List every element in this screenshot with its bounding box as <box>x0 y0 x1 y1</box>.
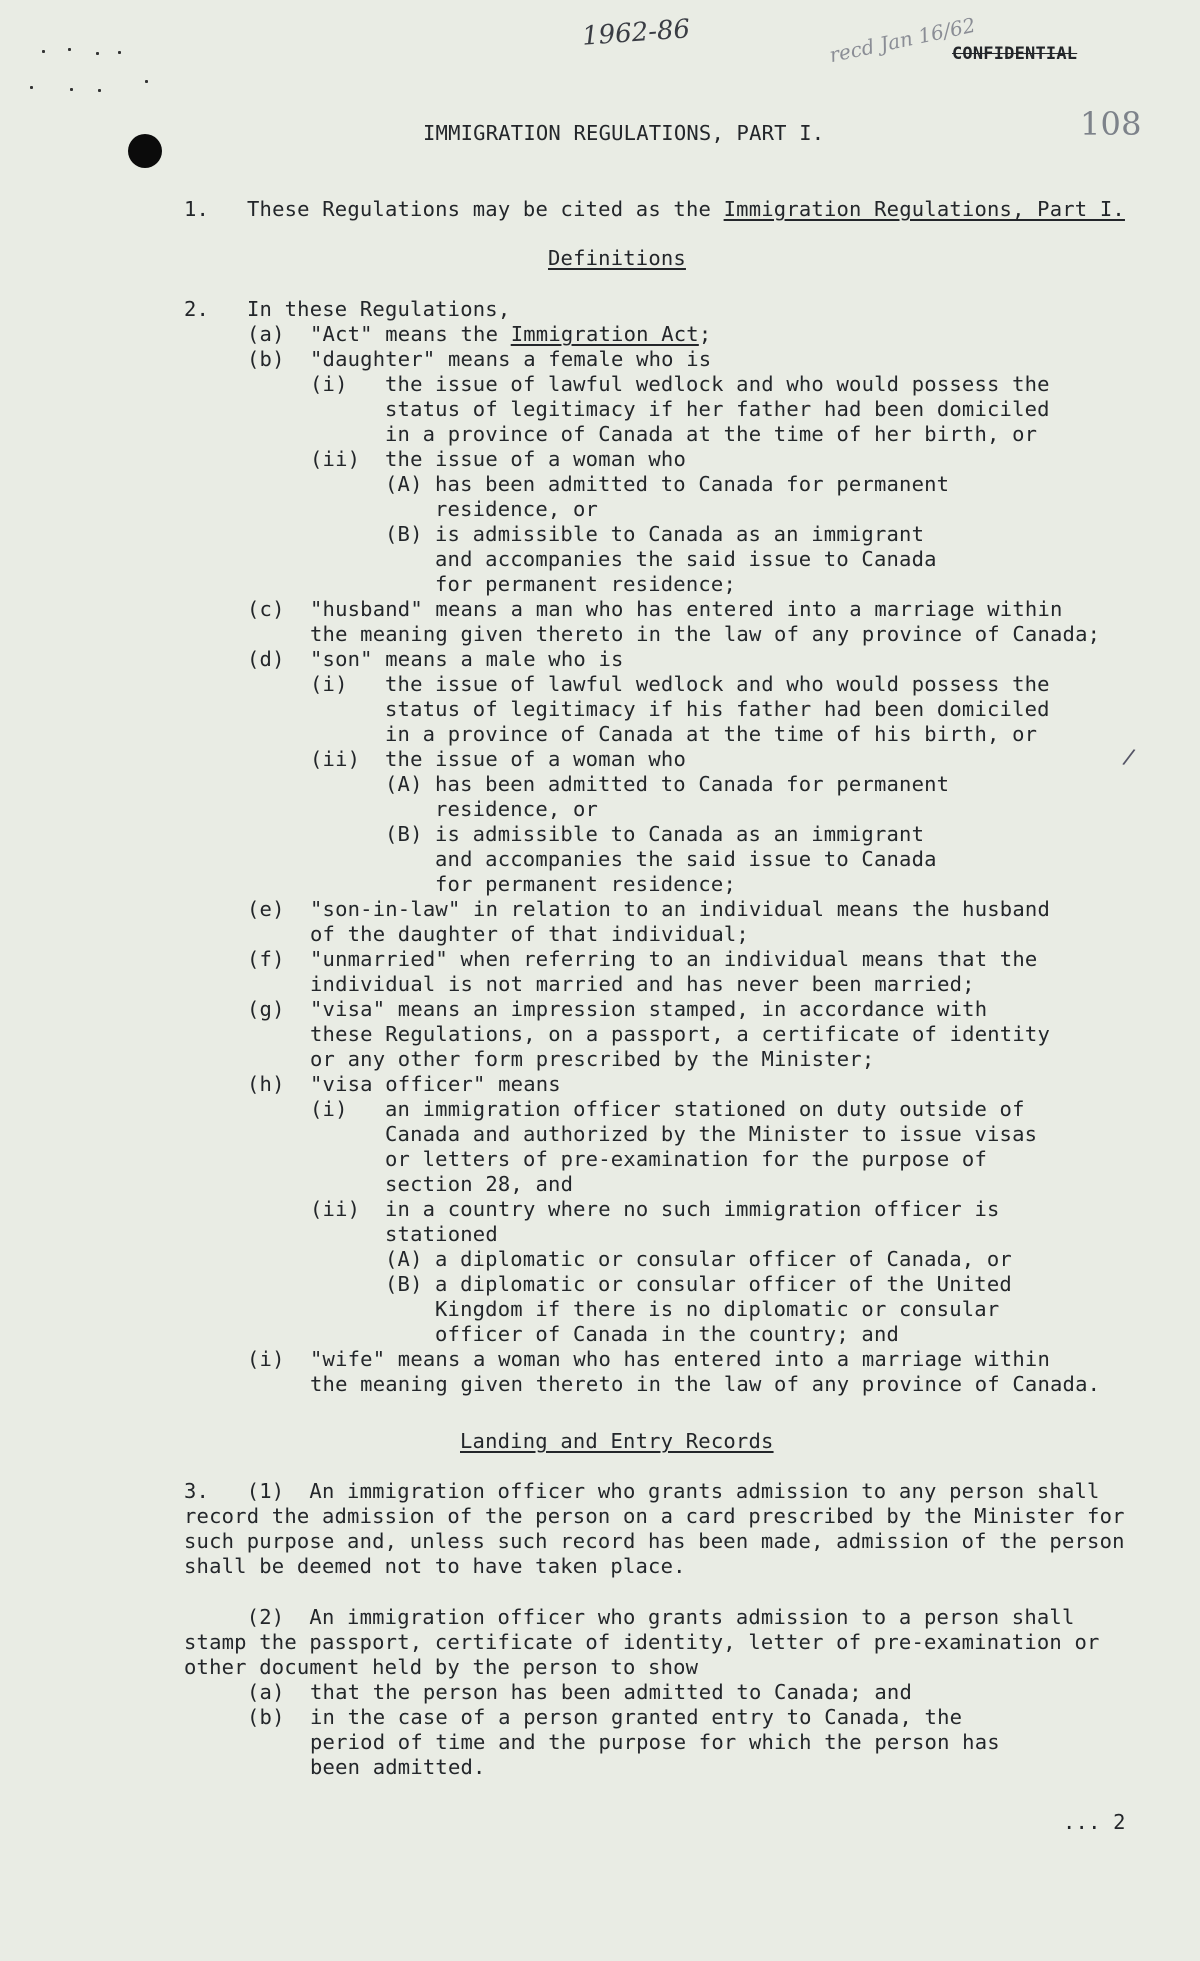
text-line: these Regulations, on a passport, a certificate of identity <box>310 1022 1050 1046</box>
text-line: or any other form prescribed by the Minister; <box>310 1047 875 1071</box>
text-line: is admissible to Canada as an immigrant <box>435 522 925 546</box>
clause-label: (f) <box>247 947 285 971</box>
subclause-label: (i) <box>310 372 348 396</box>
section-3-line: (2) An immigration officer who grants admission to a person shall <box>184 1605 1075 1629</box>
definition-act <box>310 322 711 347</box>
clause-label: (e) <box>247 897 285 921</box>
heading-landing-entry: Landing and Entry Records <box>460 1429 774 1453</box>
text-line: in a province of Canada at the time of her birth, or <box>385 422 1038 446</box>
item-label: (A) <box>385 1247 423 1271</box>
scan-speck <box>70 88 73 91</box>
subclause-label: (i) <box>310 1097 348 1121</box>
item-label: (A) <box>385 472 423 496</box>
subclause-label: (i) <box>310 672 348 696</box>
subclause-label: (ii) <box>310 747 361 771</box>
clause-label: (g) <box>247 997 285 1021</box>
text-line: of the daughter of that individual; <box>310 922 749 946</box>
text-line: that the person has been admitted to Canada; and <box>310 1680 913 1704</box>
text-line: and accompanies the said issue to Canada <box>435 547 937 571</box>
text-line: the meaning given thereto in the law of any province of Canada. <box>310 1372 1101 1396</box>
section-3-line: stamp the passport, certificate of identity, letter of pre-examination or <box>184 1630 1100 1654</box>
section-2-number: 2. <box>184 297 210 321</box>
text-line: has been admitted to Canada for permanent <box>435 772 950 796</box>
definition-unmarried: "unmarried" when referring to an individual means that the <box>310 947 1038 971</box>
text-line: stationed <box>385 1222 498 1246</box>
text-line: section 28, and <box>385 1172 574 1196</box>
heading-definitions: Definitions <box>548 246 686 270</box>
section-1-text <box>247 197 1125 222</box>
definition-son-in-law: "son-in-law" in relation to an individual means the husband <box>310 897 1050 921</box>
clause-label: (h) <box>247 1072 285 1096</box>
item-label: (B) <box>385 822 423 846</box>
text-line: for permanent residence; <box>435 572 737 596</box>
file-number-annotation: 1962-86 <box>581 14 691 52</box>
section-1-lead: These Regulations may be cited as the <box>247 197 724 221</box>
subclause-label: (ii) <box>310 1197 361 1221</box>
classification-stamp: CONFIDENTIAL <box>952 44 1078 64</box>
clause-label: (a) <box>247 1680 285 1704</box>
document-title: IMMIGRATION REGULATIONS, PART I. <box>423 121 825 145</box>
text-line: Canada and authorized by the Minister to issue visas <box>385 1122 1038 1146</box>
scan-speck <box>145 80 148 83</box>
text-line: a diplomatic or consular officer of Canada, or <box>435 1247 1012 1271</box>
scan-speck <box>118 51 121 54</box>
item-label: (A) <box>385 772 423 796</box>
text-line: been admitted. <box>310 1755 486 1779</box>
text-line: officer of Canada in the country; and <box>435 1322 900 1346</box>
definition-daughter: "daughter" means a female who is <box>310 347 712 371</box>
scan-speck <box>98 89 101 92</box>
definition-wife: "wife" means a woman who has entered into a marriage within <box>310 1347 1050 1371</box>
page-number-stamp: 108 <box>1080 105 1142 143</box>
text-line: the meaning given thereto in the law of any province of Canada; <box>310 622 1101 646</box>
text-line: in a country where no such immigration officer is <box>385 1197 1000 1221</box>
citation-title: Immigration Regulations, Part I. <box>723 197 1125 221</box>
text-line: the issue of a woman who <box>385 447 687 471</box>
text-line: status of legitimacy if his father had been domiciled <box>385 697 1050 721</box>
text-line: residence, or <box>435 497 599 521</box>
definition-son: "son" means a male who is <box>310 647 624 671</box>
punctuation: ; <box>698 322 712 346</box>
section-3-line: other document held by the person to show <box>184 1655 699 1679</box>
text-line: in a province of Canada at the time of his birth, or <box>385 722 1038 746</box>
item-label: (B) <box>385 1272 423 1296</box>
act-title: Immigration Act <box>510 322 699 346</box>
scan-speck <box>30 86 33 89</box>
definition-visa: "visa" means an impression stamped, in accordance with <box>310 997 988 1021</box>
section-3-line: shall be deemed not to have taken place. <box>184 1554 686 1578</box>
text-line: period of time and the purpose for which the person has <box>310 1730 1000 1754</box>
text-line: a diplomatic or consular officer of the United <box>435 1272 1012 1296</box>
text-line: individual is not married and has never been married; <box>310 972 975 996</box>
section-3-line: record the admission of the person on a card prescribed by the Minister for <box>184 1504 1125 1528</box>
punch-hole <box>128 134 162 168</box>
section-3-line: 3. (1) An immigration officer who grants admission to any person shall <box>184 1479 1100 1503</box>
subclause-label: (ii) <box>310 447 361 471</box>
definition-husband: "husband" means a man who has entered into a marriage within <box>310 597 1063 621</box>
definition-visa-officer: "visa officer" means <box>310 1072 561 1096</box>
received-note: recd Jan 16/62 <box>827 12 978 68</box>
section-1-number: 1. <box>184 197 210 221</box>
text-line: is admissible to Canada as an immigrant <box>435 822 925 846</box>
text-line: residence, or <box>435 797 599 821</box>
margin-tick-mark: / <box>1120 744 1137 771</box>
text-line: or letters of pre-examination for the purpose of <box>385 1147 988 1171</box>
clause-label: (c) <box>247 597 285 621</box>
text-line: in the case of a person granted entry to Canada, the <box>310 1705 963 1729</box>
text-line: has been admitted to Canada for permanent <box>435 472 950 496</box>
scan-speck <box>42 50 45 53</box>
section-2-intro: In these Regulations, <box>247 297 511 321</box>
continued-marker: ... 2 <box>1063 1810 1126 1834</box>
text-line: status of legitimacy if her father had been domiciled <box>385 397 1050 421</box>
text-line: Kingdom if there is no diplomatic or consular <box>435 1297 1000 1321</box>
scan-speck <box>68 48 71 51</box>
clause-label: (a) <box>247 322 285 346</box>
text-line: the issue of a woman who <box>385 747 687 771</box>
section-3-line: such purpose and, unless such record has been made, admission of the person <box>184 1529 1125 1553</box>
text-line: for permanent residence; <box>435 872 737 896</box>
clause-label: (b) <box>247 347 285 371</box>
item-label: (B) <box>385 522 423 546</box>
text-line: the issue of lawful wedlock and who would possess the <box>385 372 1050 396</box>
clause-label: (d) <box>247 647 285 671</box>
clause-label: (b) <box>247 1705 285 1729</box>
text-line: and accompanies the said issue to Canada <box>435 847 937 871</box>
clause-label: (i) <box>247 1347 285 1371</box>
definition-act-lead: "Act" means the <box>310 322 511 346</box>
text-line: the issue of lawful wedlock and who would possess the <box>385 672 1050 696</box>
scan-speck <box>96 52 99 55</box>
text-line: an immigration officer stationed on duty outside of <box>385 1097 1025 1121</box>
